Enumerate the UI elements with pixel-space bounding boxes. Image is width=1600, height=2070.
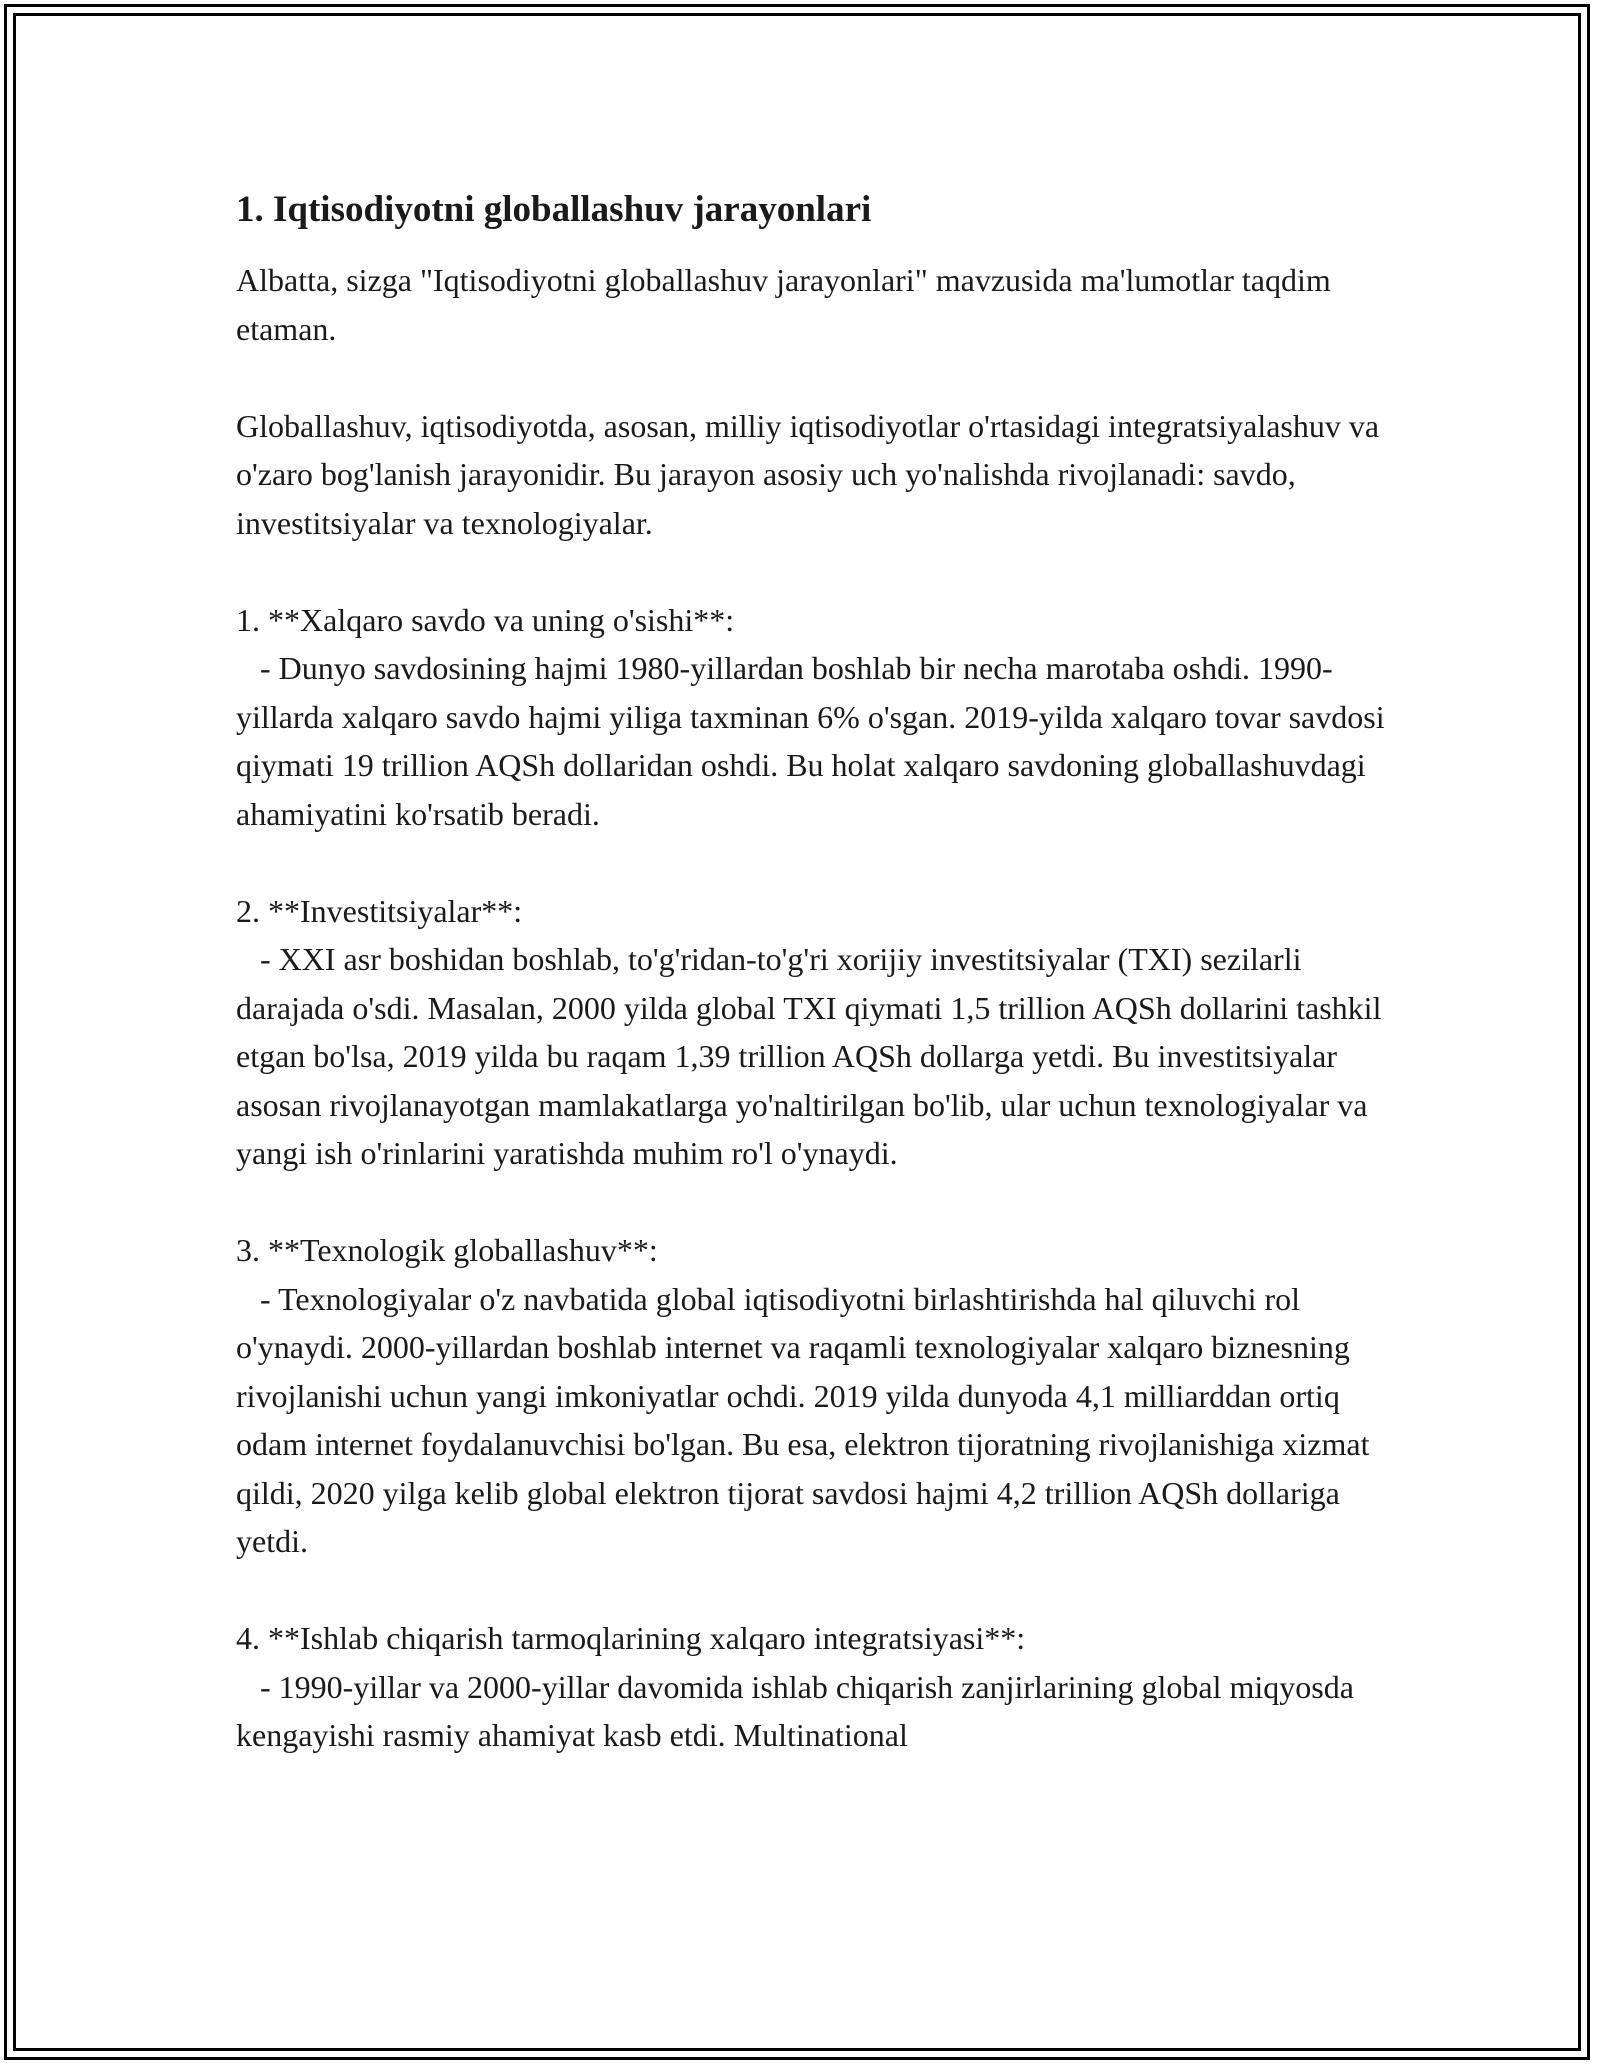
item-heading: 4. **Ishlab chiqarish tarmoqlarining xalqaro integratsiyasi**: (236, 1620, 1026, 1656)
overview-paragraph: Globallashuv, iqtisodiyotda, asosan, milliy iqtisodiyotlar o'rtasidagi integratsiyalashuv va o'zaro bog'lanish jarayonidir. Bu jarayon asosiy uch yo'nalishda rivojlanadi: savdo, investitsiyalar va texnologiyalar. (236, 407, 1380, 541)
item-text: - Texnologiyalar o'z navbatida global iqtisodiyotni birlashtirishda hal qiluvchi rol o'ynaydi. 2000-yillardan boshlab internet va raqamli texnologiyalar xalqaro biznesning rivojlanishi uchun yangi imkoniyatlar ochdi. 2019 yilda dunyoda 4,1 milliarddan ortiq odam internet foydalanuvchisi bo'lgan. Bu esa, elektron tijoratning rivojlanishiga xizmat qildi, 2020 yilga kelib global elektron tijorat savdosi hajmi 4,2 trillion AQSh dollariga yetdi. (236, 1280, 1370, 1559)
list-item (236, 596, 1386, 839)
list-item (236, 1226, 1386, 1566)
item-text: - 1990-yillar va 2000-yillar davomida ishlab chiqarish zanjirlarining global miqyosda kengayishi rasmiy ahamiyat kasb etdi. Multinational (236, 1668, 1354, 1753)
list-item (236, 887, 1386, 1178)
document-title: 1. Iqtisodiyotni globallashuv jarayonlari (236, 189, 872, 230)
item-heading: 2. **Investitsiyalar**: (236, 892, 523, 929)
document-body (236, 186, 1386, 1808)
list-item (236, 1614, 1386, 1760)
item-text: - XXI asr boshidan boshlab, to'g'ridan-to'g'ri xorijiy investitsiyalar (TXI) sezilarli darajada o'sdi. Masalan, 2000 yilda global TXI qiymati 1,5 trillion AQSh dollarini tashkil etgan bo'lsa, 2019 yilda bu raqam 1,39 trillion AQSh dollarga yetdi. Bu investitsiyalar asosan rivojlanayotgan mamlakatlarga yo'naltirilgan bo'lib, ular uchun texnologiyalar va yangi ish o'rinlarini yaratishda muhim ro'l o'ynaydi. (236, 941, 1382, 1171)
intro-paragraph: Albatta, sizga "Iqtisodiyotni globallashuv jarayonlari" mavzusida ma'lumotlar taqdim etaman. (236, 262, 1331, 347)
item-heading: 1. **Xalqaro savdo va uning o'sishi**: (236, 601, 735, 638)
item-text: - Dunyo savdosining hajmi 1980-yillardan boshlab bir necha marotaba oshdi. 1990-yillarda xalqaro savdo hajmi yiliga taxminan 6% o'sgan. 2019-yilda xalqaro tovar savdosi qiymati 19 trillion AQSh dollaridan oshdi. Bu holat xalqaro savdoning globallashuvdagi ahamiyatini ko'rsatib beradi. (236, 650, 1385, 832)
item-heading: 3. **Texnologik globallashuv**: (236, 1232, 658, 1268)
